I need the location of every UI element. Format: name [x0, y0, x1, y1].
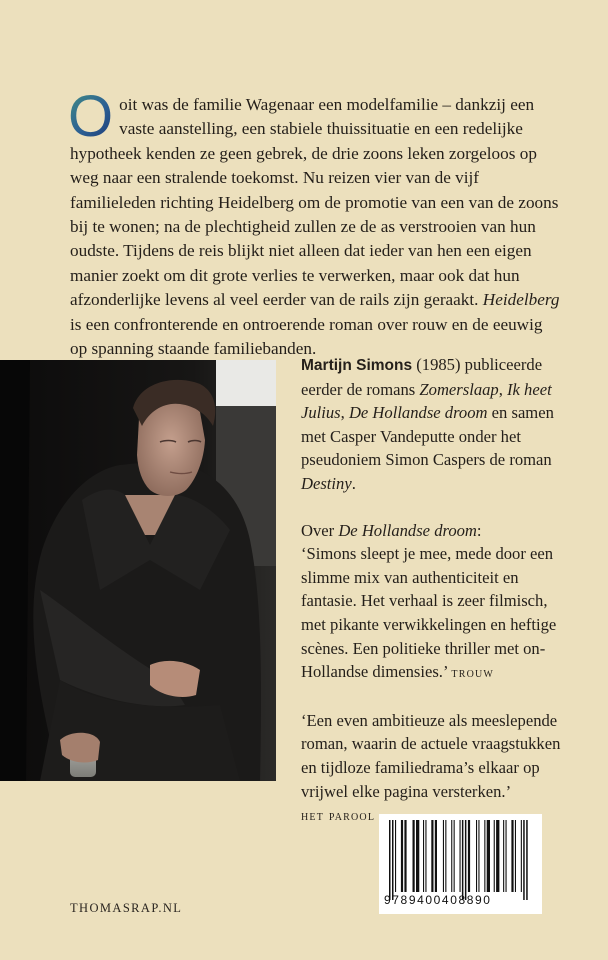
barcode-bar	[435, 820, 437, 892]
barcode-bar	[425, 820, 426, 892]
author-bio	[301, 353, 571, 829]
blurb-title-italic: Heidelberg	[482, 290, 560, 310]
barcode-bar	[468, 820, 470, 892]
barcode-bar	[523, 820, 525, 900]
book-title: Zomerslaap	[419, 379, 499, 399]
blurb-text-1: oit was de familie Wagenaar een modelfamilie – dankzij een vaste aanstelling, een stabiele thuissituatie en een redelijke hypotheek kenden ze geen gebrek, de drie zoons leken zorgeloos op weg naar een stralende toekomst. Nu reizen vier van de vijf familieleden richting Heidelberg om de promotie van een van de zoons bij te wonen; na de plechtigheid zullen ze de as verstrooien van hun oudste. Tijdens de reis blijkt niet alleen dat ieder van hen een eigen manier zoekt om dit grote verlies te verwerken, maar ook dat hun afzonderlijke levens al veel eerder van de rails zijn geraakt.	[70, 95, 559, 310]
barcode-bar	[389, 820, 391, 900]
barcode-bar	[511, 820, 513, 892]
bio-text-1: publiceerde eerder de romans	[301, 355, 543, 399]
barcode-bar	[506, 820, 507, 892]
review-colon: :	[476, 520, 482, 540]
barcode-bar	[416, 820, 419, 892]
review-source: het parool	[301, 808, 376, 825]
barcode-bar	[476, 820, 477, 892]
barcode-bar	[451, 820, 452, 892]
barcode-bar	[465, 820, 467, 900]
barcode-bar	[423, 820, 424, 892]
review-intro	[301, 519, 571, 543]
book-blurb	[68, 84, 560, 361]
book-title: De Hollandse droom	[348, 403, 488, 423]
isbn-number: 9789400408890	[384, 893, 492, 907]
barcode-bar	[431, 820, 433, 892]
review-intro-text: Over	[301, 520, 335, 540]
barcode-bar	[454, 820, 455, 892]
review-quote	[301, 709, 571, 803]
barcode-bar	[462, 820, 464, 900]
barcode-bar	[496, 820, 499, 892]
book-title: Destiny	[301, 473, 352, 493]
review-book-title: De Hollandse droom	[338, 520, 477, 540]
book-title: Ik heet Julius	[301, 379, 552, 423]
bio-period: .	[351, 473, 356, 493]
drop-cap: O	[68, 84, 114, 149]
barcode-bar	[478, 820, 479, 892]
barcode-bar	[484, 820, 485, 892]
author-name: Martijn Simons	[301, 357, 413, 374]
barcode-bar	[521, 820, 522, 892]
barcode-bar	[503, 820, 504, 892]
barcode-bar	[460, 820, 461, 892]
barcode-bar	[487, 820, 490, 892]
barcode-bar	[526, 820, 528, 900]
bio-text-2: en samen met Casper Vandeputte onder het pseudoniem Simon Caspers de roman	[301, 403, 554, 470]
barcode-bar	[443, 820, 444, 892]
review-quote-text: ‘Een even ambitieuze als meeslepende roman, waarin de actuele vraagstukken en tijdloze familiedrama’s elkaar op vrijwel elke pagina versterken.’	[301, 710, 561, 801]
barcode-bar	[413, 820, 415, 892]
barcode-bar	[392, 820, 394, 900]
barcode-bar	[395, 820, 396, 892]
bio-paragraph: Martijn Simons (1985) publiceerde eerder de romans Zomerslaap, Ik heet Julius, De Hollandse droom en samen met Casper Vandeputte onder het pseudoniem Simon Caspers de roman Destiny.	[301, 355, 554, 493]
author-photo	[0, 360, 276, 781]
barcode-bar	[494, 820, 495, 892]
review-quote	[301, 542, 571, 686]
barcode-bar	[445, 820, 446, 892]
review-source: trouw	[451, 665, 495, 682]
barcode-bar	[404, 820, 406, 892]
author-birth-year: (1985)	[416, 355, 461, 374]
publisher-website: THOMASRAP.NL	[70, 901, 183, 915]
barcode-bar	[515, 820, 516, 892]
blurb-text-2: is een confronterende en ontroerende roman over rouw en de eeuwig op spanning staande familiebanden.	[70, 314, 543, 359]
author-portrait-image	[0, 360, 276, 781]
barcode-bar	[401, 820, 403, 892]
review-quote-text: ‘Simons sleept je mee, mede door een slimme mix van authenticiteit en fantasie. Het verhaal is zeer filmisch, met pikante verwikkelingen en heftige scènes. Een politieke thriller met on-Hollandse dimensies.’	[301, 544, 557, 682]
